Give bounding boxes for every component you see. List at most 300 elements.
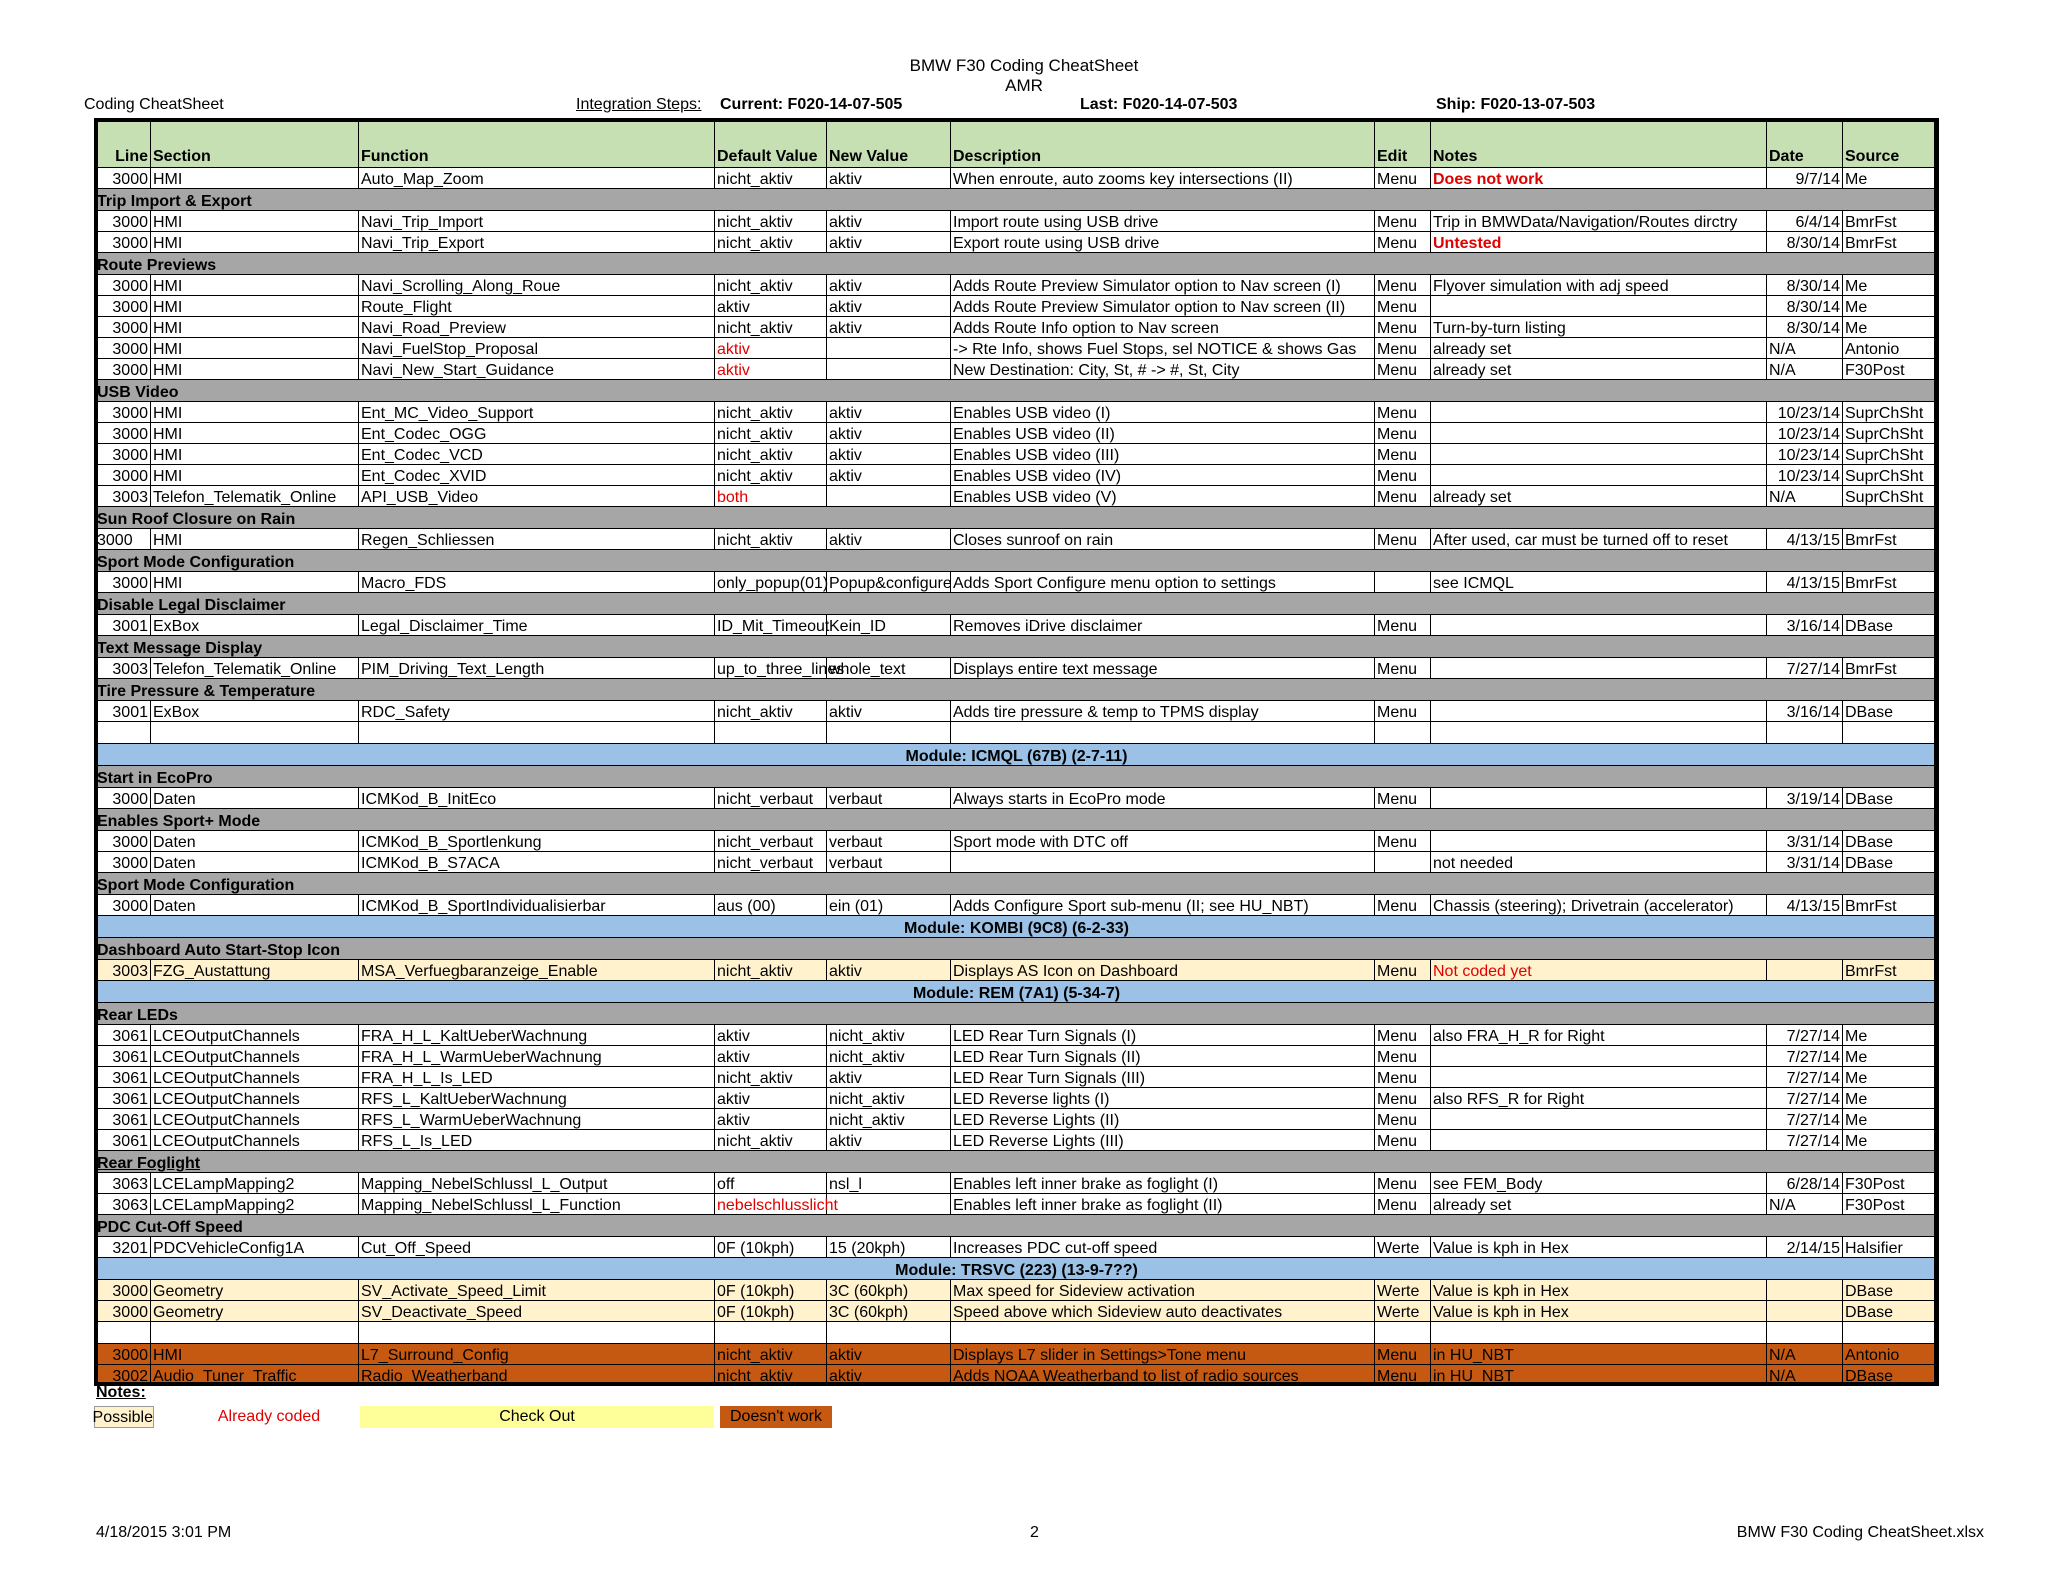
cell-function: Route_Flight <box>359 296 715 317</box>
cell-description: Adds Route Preview Simulator option to Nav screen (I) <box>951 275 1375 296</box>
cell-new-value: aktiv <box>827 1067 951 1088</box>
cell-description: Enables USB video (V) <box>951 486 1375 507</box>
cell-default-value: aktiv <box>715 296 827 317</box>
cell-notes: Value is kph in Hex <box>1431 1301 1767 1322</box>
cell-source: Me <box>1843 275 1939 296</box>
current-version: Current: F020-14-07-505 <box>720 96 903 113</box>
cell-line: 3000 <box>95 275 151 296</box>
cell-function: Navi_Scrolling_Along_Roue <box>359 275 715 296</box>
cell-section: Telefon_Telematik_Online <box>151 658 359 679</box>
cell-new-value: nicht_aktiv <box>827 1025 951 1046</box>
cell-line: 3002 <box>95 1365 151 1386</box>
cell-new-value: 15 (20kph) <box>827 1237 951 1258</box>
cell-date: 3/31/14 <box>1767 852 1843 873</box>
cell-section: LCEOutputChannels <box>151 1067 359 1088</box>
cell-default-value: nicht_aktiv <box>715 423 827 444</box>
cell-function: PIM_Driving_Text_Length <box>359 658 715 679</box>
cell-function: FRA_H_L_WarmUeberWachnung <box>359 1046 715 1067</box>
cell-edit: Menu <box>1375 232 1431 253</box>
cell-default-value: aktiv <box>715 338 827 359</box>
cell-default-value: aktiv <box>715 1046 827 1067</box>
cell-date: N/A <box>1767 1194 1843 1215</box>
module-title: Module: KOMBI (9C8) (6-2-33) <box>95 916 1939 938</box>
cell-default-value: both <box>715 486 827 507</box>
cell-new-value: Popup&configure <box>827 572 951 593</box>
cell-edit: Menu <box>1375 465 1431 486</box>
cell-function: Navi_Road_Preview <box>359 317 715 338</box>
cell-function: MSA_Verfuegbaranzeige_Enable <box>359 960 715 981</box>
cell-section: ExBox <box>151 615 359 636</box>
cell-line: 3061 <box>95 1088 151 1109</box>
cell-default-value: nicht_aktiv <box>715 960 827 981</box>
cell-date: 7/27/14 <box>1767 1088 1843 1109</box>
cell-new-value: aktiv <box>827 232 951 253</box>
integration-bar <box>84 96 1940 118</box>
cell-function: Legal_Disclaimer_Time <box>359 615 715 636</box>
cell-description: Displays entire text message <box>951 658 1375 679</box>
section-title: PDC Cut-Off Speed <box>95 1215 1939 1237</box>
cell-line: 3000 <box>95 402 151 423</box>
cell-source: BmrFst <box>1843 232 1939 253</box>
cell-edit: Menu <box>1375 1025 1431 1046</box>
cell-default-value: nicht_aktiv <box>715 465 827 486</box>
cell-date: 3/16/14 <box>1767 615 1843 636</box>
cell-line: 3000 <box>95 788 151 809</box>
cell-line: 3000 <box>95 1301 151 1322</box>
cell-description: LED Rear Turn Signals (II) <box>951 1046 1375 1067</box>
integration-steps-label: Integration Steps: <box>576 96 702 113</box>
cell-function: RFS_L_Is_LED <box>359 1130 715 1151</box>
cell-function: Auto_Map_Zoom <box>359 168 715 189</box>
cell-line: 3000 <box>95 211 151 232</box>
cell-function: RFS_L_WarmUeberWachnung <box>359 1109 715 1130</box>
cell-function: SV_Deactivate_Speed <box>359 1301 715 1322</box>
cell-description: Enables USB video (III) <box>951 444 1375 465</box>
cell-section: HMI <box>151 275 359 296</box>
cell-notes: in HU_NBT <box>1431 1365 1767 1386</box>
cell-description: LED Reverse lights (I) <box>951 1088 1375 1109</box>
cell-edit: Menu <box>1375 1194 1431 1215</box>
cell-source: F30Post <box>1843 1173 1939 1194</box>
cell-source: Me <box>1843 1088 1939 1109</box>
cell-description: Enables USB video (I) <box>951 402 1375 423</box>
cell-new-value: aktiv <box>827 423 951 444</box>
cell-function: Mapping_NebelSchlussl_L_Output <box>359 1173 715 1194</box>
cell-description: Adds Configure Sport sub-menu (II; see HU_NBT) <box>951 895 1375 916</box>
cell-new-value: Kein_ID <box>827 615 951 636</box>
cell-date: N/A <box>1767 359 1843 380</box>
cell-source: Antonio <box>1843 338 1939 359</box>
cell-edit: Menu <box>1375 275 1431 296</box>
cell-function: Navi_Trip_Export <box>359 232 715 253</box>
cell-notes: also RFS_R for Right <box>1431 1088 1767 1109</box>
cell-default-value: up_to_three_lines <box>715 658 827 679</box>
cell-date: 7/27/14 <box>1767 1067 1843 1088</box>
cell-line: 3201 <box>95 1237 151 1258</box>
cell-description: Adds Sport Configure menu option to settings <box>951 572 1375 593</box>
cell-section: HMI <box>151 232 359 253</box>
cell-new-value: ein (01) <box>827 895 951 916</box>
cell-function: L7_Surround_Config <box>359 1344 715 1365</box>
legend-possible: Possible <box>94 1406 154 1428</box>
cell-section: LCEOutputChannels <box>151 1025 359 1046</box>
cell-edit: Menu <box>1375 296 1431 317</box>
cell-section: FZG_Austattung <box>151 960 359 981</box>
footer-page-number: 2 <box>1030 1524 1039 1541</box>
cell-description: Export route using USB drive <box>951 232 1375 253</box>
cell-line: 3061 <box>95 1130 151 1151</box>
cell-default-value: nicht_aktiv <box>715 1365 827 1386</box>
cell-notes: Untested <box>1431 232 1767 253</box>
cell-line: 3000 <box>95 168 151 189</box>
col-header-function: Function <box>359 119 715 168</box>
cell-default-value: nebelschlusslicht <box>715 1194 827 1215</box>
cell-date: 3/16/14 <box>1767 701 1843 722</box>
cell-section: HMI <box>151 402 359 423</box>
cell-section: HMI <box>151 168 359 189</box>
cell-section: HMI <box>151 359 359 380</box>
legend-already-coded: Already coded <box>184 1406 354 1428</box>
section-title: Text Message Display <box>95 636 1939 658</box>
col-header-default-value: Default Value <box>715 119 827 168</box>
section-title: Start in EcoPro <box>95 766 1939 788</box>
cell-notes: Not coded yet <box>1431 960 1767 981</box>
cell-edit: Menu <box>1375 1173 1431 1194</box>
cell-line: 3063 <box>95 1173 151 1194</box>
cell-default-value: aus (00) <box>715 895 827 916</box>
cell-line: 3061 <box>95 1067 151 1088</box>
cell-function: Radio_Weatherband <box>359 1365 715 1386</box>
cell-default-value: nicht_aktiv <box>715 275 827 296</box>
cell-default-value: nicht_aktiv <box>715 232 827 253</box>
cell-date: 8/30/14 <box>1767 317 1843 338</box>
cell-new-value: aktiv <box>827 529 951 550</box>
cell-line: 3000 <box>95 852 151 873</box>
cell-function: FRA_H_L_Is_LED <box>359 1067 715 1088</box>
cell-date: 8/30/14 <box>1767 232 1843 253</box>
cell-default-value: only_popup(01) <box>715 572 827 593</box>
cell-default-value: nicht_aktiv <box>715 444 827 465</box>
cell-default-value: off <box>715 1173 827 1194</box>
cell-new-value: nicht_aktiv <box>827 1109 951 1130</box>
section-title: Sun Roof Closure on Rain <box>95 507 1939 529</box>
cell-line: 3003 <box>95 486 151 507</box>
cell-edit: Menu <box>1375 529 1431 550</box>
cell-new-value: nicht_aktiv <box>827 1046 951 1067</box>
cell-description: Displays L7 slider in Settings>Tone menu <box>951 1344 1375 1365</box>
cell-notes: Value is kph in Hex <box>1431 1237 1767 1258</box>
cell-function: Cut_Off_Speed <box>359 1237 715 1258</box>
col-header-section: Section <box>151 119 359 168</box>
cell-section: Daten <box>151 852 359 873</box>
cell-line: 3000 <box>95 317 151 338</box>
cell-section: ExBox <box>151 701 359 722</box>
cell-edit: Menu <box>1375 831 1431 852</box>
notes-label: Notes: <box>96 1384 146 1401</box>
cell-notes: Flyover simulation with adj speed <box>1431 275 1767 296</box>
cell-source: BmrFst <box>1843 211 1939 232</box>
cell-source: F30Post <box>1843 1194 1939 1215</box>
page-title <box>0 56 2048 96</box>
cell-default-value: nicht_aktiv <box>715 529 827 550</box>
cell-new-value: aktiv <box>827 1365 951 1386</box>
cell-edit: Menu <box>1375 444 1431 465</box>
cell-edit: Menu <box>1375 788 1431 809</box>
cell-edit: Menu <box>1375 1046 1431 1067</box>
cell-new-value: aktiv <box>827 296 951 317</box>
col-header-new-value: New Value <box>827 119 951 168</box>
cell-default-value: nicht_verbaut <box>715 852 827 873</box>
cell-source: BmrFst <box>1843 960 1939 981</box>
cell-default-value: nicht_verbaut <box>715 788 827 809</box>
cell-function: ICMKod_B_SportIndividualisierbar <box>359 895 715 916</box>
cell-new-value: aktiv <box>827 275 951 296</box>
cell-date: 2/14/15 <box>1767 1237 1843 1258</box>
cell-line: 3000 <box>95 296 151 317</box>
col-header-edit: Edit <box>1375 119 1431 168</box>
cell-new-value: aktiv <box>827 465 951 486</box>
cell-section: LCEOutputChannels <box>151 1109 359 1130</box>
cell-line: 3000 <box>95 423 151 444</box>
cell-function: Macro_FDS <box>359 572 715 593</box>
cell-section: Geometry <box>151 1280 359 1301</box>
cell-default-value: 0F (10kph) <box>715 1301 827 1322</box>
cell-edit: Werte <box>1375 1280 1431 1301</box>
cell-function: ICMKod_B_InitEco <box>359 788 715 809</box>
cell-edit: Menu <box>1375 1344 1431 1365</box>
cell-date: 10/23/14 <box>1767 465 1843 486</box>
cell-default-value: aktiv <box>715 1025 827 1046</box>
cell-edit: Menu <box>1375 615 1431 636</box>
section-title: Dashboard Auto Start-Stop Icon <box>95 938 1939 960</box>
cell-edit: Menu <box>1375 895 1431 916</box>
cell-description: -> Rte Info, shows Fuel Stops, sel NOTICE & shows Gas <box>951 338 1375 359</box>
cell-edit: Menu <box>1375 359 1431 380</box>
cell-edit: Menu <box>1375 168 1431 189</box>
cell-description: Displays AS Icon on Dashboard <box>951 960 1375 981</box>
cell-edit: Menu <box>1375 211 1431 232</box>
cell-source: Antonio <box>1843 1344 1939 1365</box>
cell-line: 3001 <box>95 701 151 722</box>
cell-section: Audio_Tuner_Traffic <box>151 1365 359 1386</box>
cell-line: 3000 <box>95 831 151 852</box>
cell-line: 3003 <box>95 960 151 981</box>
cell-source: F30Post <box>1843 359 1939 380</box>
title-line-2: AMR <box>1005 76 1043 95</box>
cell-date: 7/27/14 <box>1767 1046 1843 1067</box>
cell-line: 3000 <box>95 359 151 380</box>
cell-edit: Menu <box>1375 402 1431 423</box>
cell-edit: Menu <box>1375 1088 1431 1109</box>
cell-description: Adds NOAA Weatherband to list of radio sources <box>951 1365 1375 1386</box>
cell-line: 3061 <box>95 1046 151 1067</box>
cell-date: 3/19/14 <box>1767 788 1843 809</box>
cell-line: 3063 <box>95 1194 151 1215</box>
cell-date: N/A <box>1767 486 1843 507</box>
section-title: Trip Import & Export <box>95 189 1939 211</box>
cell-function: Navi_FuelStop_Proposal <box>359 338 715 359</box>
cell-notes: Chassis (steering); Drivetrain (accelerator) <box>1431 895 1767 916</box>
cell-description: Enables USB video (II) <box>951 423 1375 444</box>
cell-new-value: aktiv <box>827 168 951 189</box>
cell-source: Halsifier <box>1843 1237 1939 1258</box>
cell-description: Adds tire pressure & temp to TPMS display <box>951 701 1375 722</box>
cell-default-value: nicht_aktiv <box>715 317 827 338</box>
cell-edit: Menu <box>1375 1067 1431 1088</box>
cell-section: HMI <box>151 444 359 465</box>
cell-default-value: nicht_aktiv <box>715 211 827 232</box>
cell-source: Me <box>1843 1067 1939 1088</box>
cell-new-value: nicht_aktiv <box>827 1088 951 1109</box>
cell-description: Enables left inner brake as foglight (I) <box>951 1173 1375 1194</box>
section-title: Rear LEDs <box>95 1003 1939 1025</box>
cell-date: 9/7/14 <box>1767 168 1843 189</box>
cell-line: 3000 <box>95 895 151 916</box>
cell-notes: in HU_NBT <box>1431 1344 1767 1365</box>
ship-version: Ship: F020-13-07-503 <box>1436 96 1596 113</box>
cell-source: SuprChSht <box>1843 486 1939 507</box>
cell-source: BmrFst <box>1843 895 1939 916</box>
cell-source: DBase <box>1843 1301 1939 1322</box>
module-title: Module: TRSVC (223) (13-9-7??) <box>95 1258 1939 1280</box>
cell-edit: Menu <box>1375 486 1431 507</box>
cell-notes: already set <box>1431 486 1767 507</box>
cell-source: Me <box>1843 1046 1939 1067</box>
cell-function: SV_Activate_Speed_Limit <box>359 1280 715 1301</box>
cell-function: Navi_New_Start_Guidance <box>359 359 715 380</box>
cell-description: Always starts in EcoPro mode <box>951 788 1375 809</box>
cell-function: ICMKod_B_S7ACA <box>359 852 715 873</box>
module-title: Module: REM (7A1) (5-34-7) <box>95 981 1939 1003</box>
cell-notes: see FEM_Body <box>1431 1173 1767 1194</box>
cell-section: HMI <box>151 1344 359 1365</box>
table-frame <box>94 118 1938 1386</box>
cell-default-value: aktiv <box>715 359 827 380</box>
cell-notes: already set <box>1431 359 1767 380</box>
cell-source: SuprChSht <box>1843 423 1939 444</box>
cell-edit: Menu <box>1375 423 1431 444</box>
cell-line: 3000 <box>95 444 151 465</box>
section-title: Sport Mode Configuration <box>95 873 1939 895</box>
cell-new-value: verbaut <box>827 852 951 873</box>
cell-new-value: verbaut <box>827 831 951 852</box>
cell-notes: Does not work <box>1431 168 1767 189</box>
cell-new-value: 3C (60kph) <box>827 1301 951 1322</box>
cell-function: RDC_Safety <box>359 701 715 722</box>
cell-line: 3061 <box>95 1109 151 1130</box>
cell-date: 3/31/14 <box>1767 831 1843 852</box>
cell-section: HMI <box>151 338 359 359</box>
cell-date: 8/30/14 <box>1767 275 1843 296</box>
cell-section: LCELampMapping2 <box>151 1194 359 1215</box>
col-header-description: Description <box>951 119 1375 168</box>
section-title: Rear Foglight <box>95 1151 1939 1173</box>
col-header-source: Source <box>1843 119 1939 168</box>
cell-description: Removes iDrive disclaimer <box>951 615 1375 636</box>
cell-date: 4/13/15 <box>1767 529 1843 550</box>
cell-line: 3000 <box>95 529 151 550</box>
cell-source: DBase <box>1843 831 1939 852</box>
cell-function: FRA_H_L_KaltUeberWachnung <box>359 1025 715 1046</box>
cell-function: Ent_Codec_OGG <box>359 423 715 444</box>
cell-date: 7/27/14 <box>1767 658 1843 679</box>
cell-edit: Werte <box>1375 1237 1431 1258</box>
cell-section: LCEOutputChannels <box>151 1130 359 1151</box>
cell-source: Me <box>1843 317 1939 338</box>
cell-date: 10/23/14 <box>1767 402 1843 423</box>
cell-date: 4/13/15 <box>1767 895 1843 916</box>
section-title: Disable Legal Disclaimer <box>95 593 1939 615</box>
legend-check-out: Check Out <box>360 1406 714 1428</box>
cell-description: Sport mode with DTC off <box>951 831 1375 852</box>
cell-edit: Werte <box>1375 1301 1431 1322</box>
cell-source: BmrFst <box>1843 529 1939 550</box>
legend-doesnt-work: Doesn't work <box>720 1406 832 1428</box>
cell-default-value: nicht_aktiv <box>715 168 827 189</box>
cell-notes: already set <box>1431 1194 1767 1215</box>
cell-default-value: nicht_verbaut <box>715 831 827 852</box>
cell-line: 3061 <box>95 1025 151 1046</box>
cell-date: N/A <box>1767 1365 1843 1386</box>
cell-section: HMI <box>151 529 359 550</box>
cell-notes: not needed <box>1431 852 1767 873</box>
cell-description: Enables USB video (IV) <box>951 465 1375 486</box>
cell-source: BmrFst <box>1843 572 1939 593</box>
section-title: USB Video <box>95 380 1939 402</box>
section-title: Enables Sport+ Mode <box>95 809 1939 831</box>
cell-edit: Menu <box>1375 317 1431 338</box>
cell-source: Me <box>1843 1025 1939 1046</box>
cell-default-value: aktiv <box>715 1088 827 1109</box>
cell-description: Max speed for Sideview activation <box>951 1280 1375 1301</box>
cell-new-value: whole_text <box>827 658 951 679</box>
col-header-date: Date <box>1767 119 1843 168</box>
cell-description: Import route using USB drive <box>951 211 1375 232</box>
cell-section: HMI <box>151 317 359 338</box>
cell-default-value: nicht_aktiv <box>715 1130 827 1151</box>
cell-default-value: 0F (10kph) <box>715 1237 827 1258</box>
cell-function: Ent_Codec_VCD <box>359 444 715 465</box>
cell-description: Adds Route Preview Simulator option to Nav screen (II) <box>951 296 1375 317</box>
cell-function: Ent_Codec_XVID <box>359 465 715 486</box>
cell-description: LED Reverse Lights (II) <box>951 1109 1375 1130</box>
cell-section: HMI <box>151 296 359 317</box>
cell-notes: After used, car must be turned off to reset <box>1431 529 1767 550</box>
section-title: Tire Pressure & Temperature <box>95 679 1939 701</box>
cell-source: SuprChSht <box>1843 444 1939 465</box>
cell-default-value: 0F (10kph) <box>715 1280 827 1301</box>
cell-description: LED Reverse Lights (III) <box>951 1130 1375 1151</box>
cell-notes: see ICMQL <box>1431 572 1767 593</box>
cell-section: PDCVehicleConfig1A <box>151 1237 359 1258</box>
cell-notes: already set <box>1431 338 1767 359</box>
cell-notes: Turn-by-turn listing <box>1431 317 1767 338</box>
cell-function: Navi_Trip_Import <box>359 211 715 232</box>
cell-description: Closes sunroof on rain <box>951 529 1375 550</box>
col-header-line: Line <box>95 119 151 168</box>
cell-section: Telefon_Telematik_Online <box>151 486 359 507</box>
cell-line: 3000 <box>95 1280 151 1301</box>
cell-description: New Destination: City, St, # -> #, St, City <box>951 359 1375 380</box>
cell-description: LED Rear Turn Signals (III) <box>951 1067 1375 1088</box>
cell-date: 8/30/14 <box>1767 296 1843 317</box>
last-version: Last: F020-14-07-503 <box>1080 96 1238 113</box>
cell-notes: Trip in BMWData/Navigation/Routes dirctry <box>1431 211 1767 232</box>
cell-source: DBase <box>1843 1365 1939 1386</box>
cell-new-value: aktiv <box>827 701 951 722</box>
cell-new-value: aktiv <box>827 960 951 981</box>
cell-source: DBase <box>1843 852 1939 873</box>
